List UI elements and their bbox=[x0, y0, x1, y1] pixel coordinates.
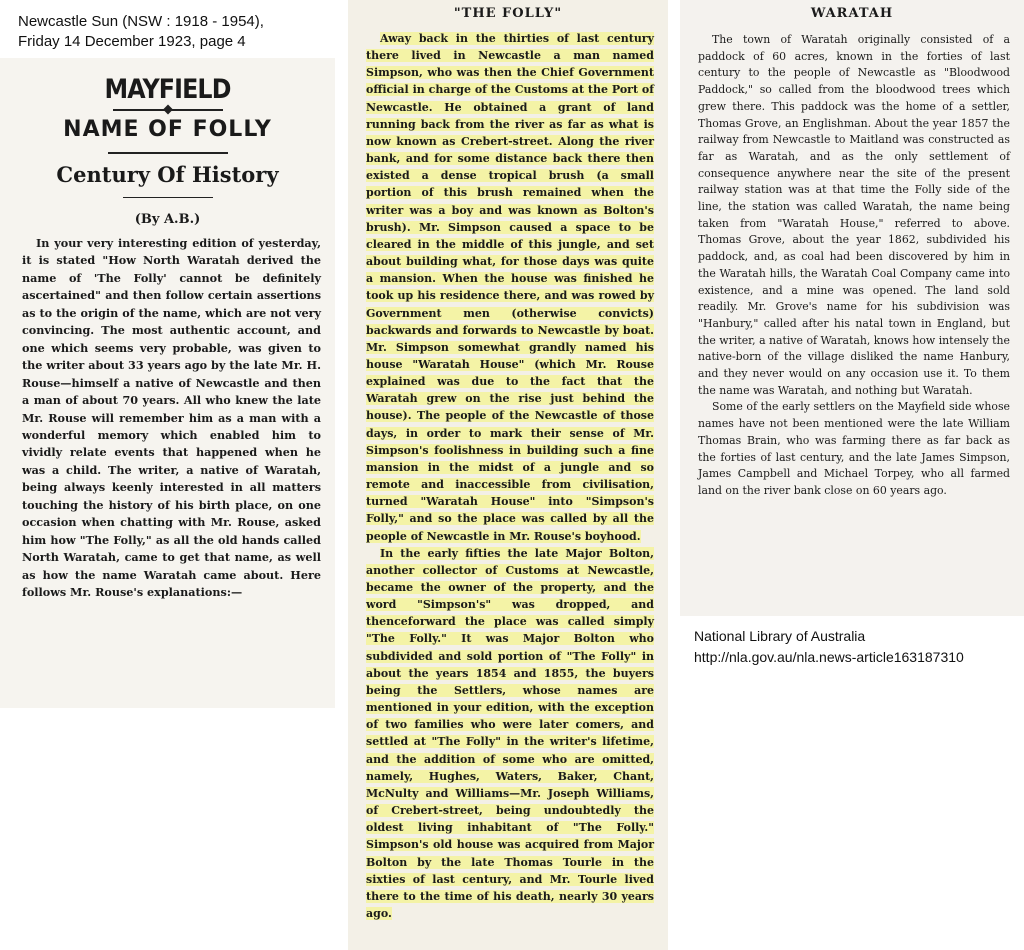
article-body-left bbox=[0, 235, 335, 602]
divider bbox=[123, 197, 213, 198]
credit-line1: National Library of Australia bbox=[694, 628, 866, 644]
byline: (By A.B.) bbox=[134, 212, 201, 227]
article-body-middle bbox=[348, 26, 668, 922]
paragraph: In your very interesting edition of yesterday, it is stated "How North Waratah derived the name of 'The Folly' cannot be definitely ascertained" and then follow certain assertions as to the origin of the name, which are not very convincing. The most authentic account, and one which seems very probable, was given to the writer about 33 years ago by the late Mr. H. Rouse—himself a native of Newcastle and then a man of about 70 years. All who knew the late Mr. Rouse will remember him as a man with a wonderful memory which enabled him to vividly relate events that happened when he was a child. The writer, a native of Waratah, being always keenly interested in all matters touching the history of his birth place, on one occasion when chatting with Mr. Rouse, asked him how "The Folly," as all the old hands called North Waratah, came to get that name, as well as how the name Waratah came about. Here follows Mr. Rouse's explanations:— bbox=[22, 236, 321, 600]
source-caption-line2: Friday 14 December 1923, page 4 bbox=[18, 33, 246, 50]
section-heading: "THE FOLLY" bbox=[453, 6, 563, 21]
paragraph: The town of Waratah originally consisted of a paddock of 60 acres, known in the forties of last century to the people of Newcastle as "Bloodwood Paddock," so called from the bloodwood trees which grew there. This paddock was the home of a settler, Thomas Grove, an Englishman. About the year 1857 the railway from Newcastle to Maitland was constructed as far as Waratah, and as the only settlement of consequence anywhere near the site of the present railway station was at that time the Folly side of the line, the station was called Waratah, the name being taken from "Waratah House," referred to above. Thomas Grove, about the year 1862, subdivided his paddock, and, as coal had been discovered by him in the Waratah hills, the Waratah Coal Company came into existence, and a mine was opened. The land sold readily. Mr. Grove's name for his subdivision was "Hanbury," called after his natal town in England, but the writer, a native of Waratah, knows how intensely the native-born of the village disliked the name Hanbury, and they never would on any occasion use it. To them the name was Waratah, and nothing but Waratah. bbox=[698, 33, 1010, 397]
article-column-right bbox=[680, 0, 1024, 616]
subheadline: NAME OF FOLLY bbox=[63, 117, 272, 142]
headline: MAYFIELD bbox=[104, 74, 231, 105]
article-column-middle bbox=[348, 0, 668, 950]
divider bbox=[108, 152, 228, 154]
source-caption bbox=[18, 12, 264, 52]
paragraph bbox=[366, 545, 654, 922]
paragraph: Some of the early settlers on the Mayfield side whose names have not been mentioned were the late William Thomas Brain, who was farming there as far back as the forties of last century, and the late James Simpson, James Campbell and Michael Torpey, who all farmed land on the river bank close on 60 years ago. bbox=[698, 400, 1010, 497]
section-heading: WARATAH bbox=[810, 6, 894, 21]
highlighted-text: Away back in the thirties of last century there lived in Newcastle a man named Simpson, who was then the Chief Government official in charge of the Customs at the Port of Newcastle. He obtained a grant of land running back from the river as far as what is now known as Crebert-street. Along the river bank, and for some distance back there then existed a dense tropical brush (a small portion of this brush remained when the writer was a boy and was known as Bolton's brush). Mr. Simpson caused a space to be cleared in the middle of this jungle, and set about building what, for those days was quite a mansion. When the house was finished he took up his residence there, and was rowed by Government men (otherwise convicts) backwards and forwards to Newcastle by boat. Mr. Simpson somewhat grandly named his house "Waratah House" (which Mr. Rouse explained was due to the fact that the Waratah grew on the rise just behind the house). The people of the Newcastle of those days, in order to mark their sense of Mr. Simpson's foolishness in building such a fine mansion in the midst of a jungle and so remote and inaccessible from civilisation, turned "Waratah House" into "Simpson's Folly," and so the place was called by all the people of Newcastle in Mr. Rouse's boyhood. bbox=[366, 32, 654, 543]
subheadline-secondary: Century Of History bbox=[56, 162, 279, 187]
paragraph bbox=[366, 30, 654, 545]
article-body-right bbox=[680, 26, 1024, 500]
credit-url[interactable]: http://nla.gov.au/nla.news-article163187310 bbox=[694, 649, 964, 665]
highlighted-text: In the early fifties the late Major Bolton, another collector of Customs at Newcastle, became the owner of the property, and the word "Simpson's" was dropped, and thenceforward the place was called simply "The Folly." It was Major Bolton who subdivided and sold portion of "The Folly" in about the years 1854 and 1855, the buyers being the Settlers, whose names are mentioned in your edition, with the exception of two families who were later comers, and settled at "The Folly" in the writer's lifetime, and the addition of some who are omitted, namely, Hughes, Waters, Baker, Chant, McNulty and Williams—Mr. Joseph Williams, of Crebert-street, being undoubtedly the oldest living inhabitant of "The Folly." Simpson's old house was acquired from Major Bolton by the late Thomas Tourle in the sixties of last century, and Mr. Tourle lived there to the time of his death, nearly 30 years ago. bbox=[366, 546, 654, 920]
masthead bbox=[0, 74, 335, 227]
ornament-divider bbox=[113, 109, 223, 111]
source-caption-line1: Newcastle Sun (NSW : 1918 - 1954), bbox=[18, 13, 264, 30]
library-credit bbox=[694, 626, 964, 668]
article-column-left bbox=[0, 58, 335, 708]
